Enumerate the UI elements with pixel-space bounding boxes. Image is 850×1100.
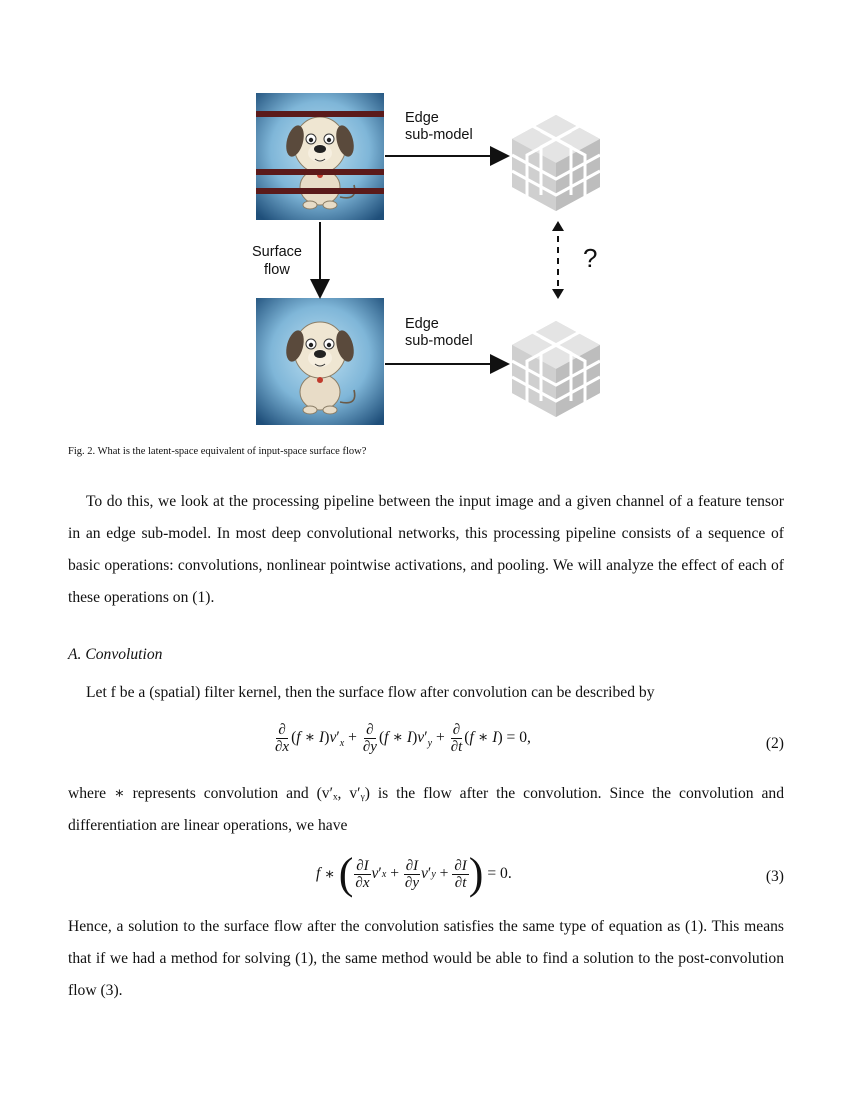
paragraph-1: To do this, we look at the processing pipeline between the input image and a given channel of a feature tensor in an edge sub-model. In most deep convolutional networks, this processing pipeline consists of a sequence of basic operations: convolutions, nonlinear pointwise activations, and pooling. We will analyze the effect of each of these operations on (1). [68,493,784,606]
surface-flow-label-line2: flow [264,262,290,278]
equation-2-body: $\frac{\partial}{\partial x}$ (f ∗ $I)v'_x$ + $\frac{\partial}{\partial y}$ (f ∗ $I)v'_y$ + $\frac{\partial}{\partial t}$ (f ∗ I) = 0, [275,722,531,755]
edge-label-top-line2: sub-model [405,127,473,143]
paragraph-3: where ∗ represents convolution and (v′ₓ, v′ᵧ) is the flow after the convolution. Since the convolution and differentiation are linear operations, we have [68,785,784,834]
equation-2-number: (2) [765,735,784,752]
section-heading: A. Convolution [68,646,163,663]
paragraph-4: Hence, a solution to the surface flow after the convolution satisfies the same type of equation as (1). This means that if we had a method for solving (1), the same method would be able to find a solution to the post-convolution flow (3). [68,918,784,999]
edge-label-bottom-line2: sub-model [405,333,473,349]
edge-label-bottom-line1: Edge [405,316,439,332]
equation-3-number: (3) [765,868,784,885]
equation-3-body: f ∗ ( $\frac{\partial I}{\partial x}$ v ′ x + $\frac{\partial I}{\partial y}$ v ′ y + $\frac{\partial I}{\partial t}$ ) = 0. [316,849,512,898]
equation-2 [68,722,784,768]
figure-diagram [240,85,620,430]
input-image-bottom [256,298,384,425]
figure-caption: Fig. 2. What is the latent-space equivalent of input-space surface flow? [68,446,367,457]
paragraph-2: Let f be a (spatial) filter kernel, then the surface flow after convolution can be described by [86,684,655,701]
edge-label-top-line1: Edge [405,110,439,126]
figure-2 [240,85,620,430]
question-mark: ? [583,243,598,273]
feature-tensor-bottom [512,321,600,417]
feature-tensor-top [512,115,600,211]
surface-flow-label-line1: Surface [252,244,302,260]
equation-3 [68,849,784,902]
input-image-top [256,93,384,220]
